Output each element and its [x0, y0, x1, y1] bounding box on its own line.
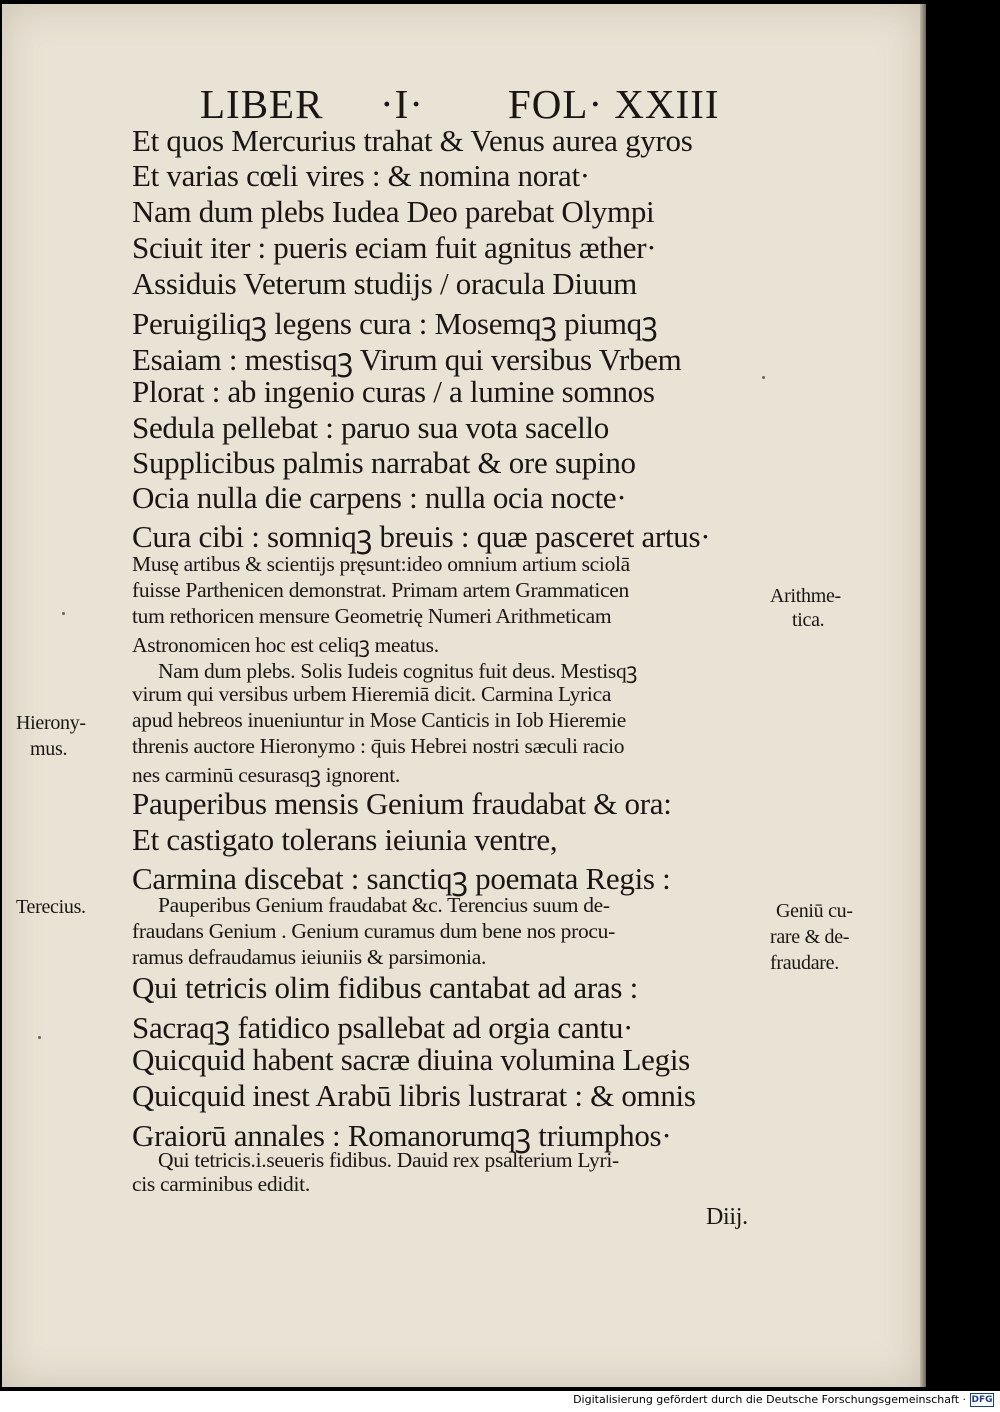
commentary-line: cis carminibus edidit.: [132, 1172, 310, 1196]
ink-speck: [38, 1036, 41, 1039]
commentary-line: fraudans Genium . Genium curamus dum bene nos procu-: [132, 919, 615, 943]
verse-line: Sciuit iter : pueris eciam fuit agnitus æther·: [132, 230, 657, 265]
verse-line: Nam dum plebs Iudea Deo parebat Olympi: [132, 194, 655, 229]
page-edge: [920, 4, 926, 1387]
verse-line: Esaiam : mestisqꝫ Virum qui versibus Vrbem: [132, 342, 682, 377]
verse-line: Qui tetricis olim fidibus cantabat ad aras :: [132, 970, 638, 1005]
commentary-line: nes carminū cesurasqꝫ ignorent.: [132, 763, 400, 787]
verse-line: Et varias cœli vires : & nomina norat·: [132, 158, 590, 193]
verse-line: Cura cibi : somniqꝫ breuis : quæ pasceret artus·: [132, 519, 711, 554]
verse-line: Supplicibus palmis narrabat & ore supino: [132, 445, 636, 480]
commentary-line: Astronomicen hoc est celiqꝫ meatus.: [132, 633, 439, 657]
signature-mark: Diij.: [706, 1204, 748, 1230]
footer-bar: [0, 1391, 1000, 1412]
funding-credit: Digitalisierung gefördert durch die Deutsche Forschungsgemeinschaft ·: [573, 1393, 966, 1406]
verse-line: Quicquid inest Arabū libris lustrarat : & omnis: [132, 1078, 696, 1113]
ink-speck: [762, 376, 765, 379]
margin-note-genium: Geniū cu-: [776, 900, 853, 922]
verse-line: Quicquid habent sacræ diuina volumina Legis: [132, 1042, 690, 1077]
verse-line: Plorat : ab ingenio curas / a lumine somnos: [132, 374, 655, 409]
commentary-line: tum rethoricen mensure Geometrię Numeri Arithmeticam: [132, 604, 612, 628]
commentary-line: ramus defraudamus ieiuniis & parsimonia.: [132, 945, 487, 969]
verse-line: Assiduis Veterum studijs / oracula Diuum: [132, 266, 637, 301]
margin-note-arithmetica: tica.: [792, 609, 825, 631]
commentary-line: Nam dum plebs. Solis Iudeis cognitus fuit deus. Mestisqꝫ: [158, 659, 638, 683]
header-liber: LIBER: [200, 81, 324, 127]
verse-line: Sedula pellebat : paruo sua vota sacello: [132, 410, 609, 445]
commentary-line: Qui tetricis.i.seueris fidibus. Dauid rex psalterium Lyri-: [158, 1148, 619, 1172]
margin-note-terencius: Terecius.: [16, 896, 86, 918]
dfg-logo: DFG: [971, 1395, 993, 1405]
verse-line: Carmina discebat : sanctiqꝫ poemata Regis :: [132, 861, 671, 896]
header-folio: FOL· XXIII: [508, 81, 720, 127]
verse-line: Ocia nulla die carpens : nulla ocia nocte·: [132, 480, 627, 515]
commentary-line: virum qui versibus urbem Hieremiā dicit. Carmina Lyrica: [132, 682, 612, 706]
verse-line: Sacraqꝫ fatidico psallebat ad orgia cantu·: [132, 1010, 634, 1045]
verse-line: Pauperibus mensis Genium fraudabat & ora:: [132, 786, 672, 821]
commentary-line: Pauperibus Genium fraudabat &c. Terencius suum de-: [158, 893, 610, 917]
header-book-number: ·I·: [380, 81, 424, 127]
verse-line: Peruigiliqꝫ legens cura : Mosemqꝫ piumqꝫ: [132, 306, 658, 341]
ink-speck: [62, 612, 65, 615]
commentary-line: Musę artibus & scientijs pręsunt:ideo omnium artium sciolā: [132, 552, 630, 576]
verse-line: Et castigato tolerans ieiunia ventre,: [132, 822, 558, 857]
commentary-line: fuisse Parthenicen demonstrat. Primam artem Grammaticen: [132, 578, 629, 602]
margin-note-genium: fraudare.: [770, 952, 839, 974]
commentary-line: apud hebreos inueniuntur in Mose Canticis in Iob Hieremie: [132, 708, 627, 732]
margin-note-hieronymus: Hierony-: [16, 712, 86, 734]
verse-line: Graiorū annales : Romanorumqꝫ triumphos·: [132, 1118, 672, 1153]
margin-note-hieronymus: mus.: [30, 738, 68, 760]
margin-note-arithmetica: Arithme-: [770, 585, 841, 607]
verse-line: Et quos Mercurius trahat & Venus aurea gyros: [132, 123, 693, 158]
margin-note-genium: rare & de-: [770, 926, 850, 948]
commentary-line: threnis auctore Hieronymo : q̄uis Hebrei nostri sæculi racio: [132, 734, 625, 758]
